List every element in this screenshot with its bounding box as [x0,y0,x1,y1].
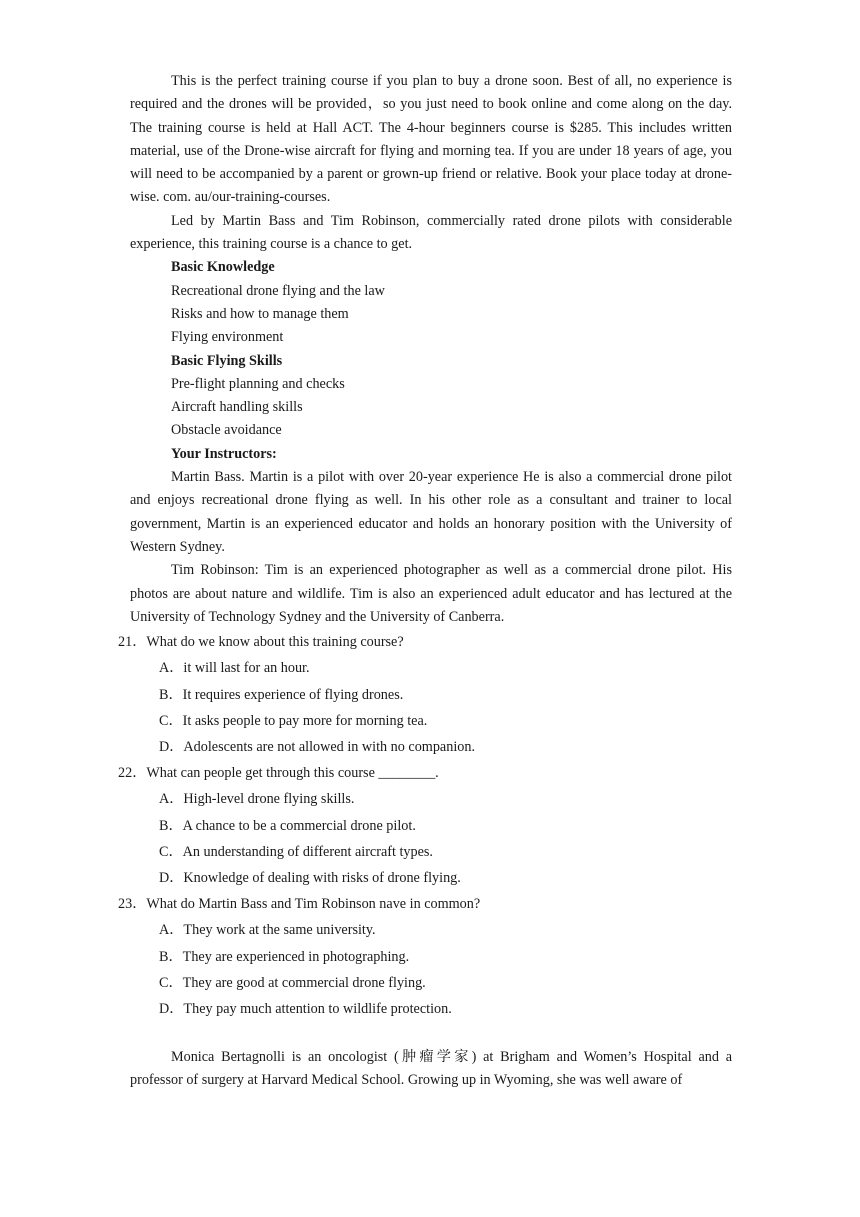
section-spacer [130,1022,732,1046]
answer-option: C．It asks people to pay more for morning tea. [159,712,428,729]
basic-skills-item: Pre-flight planning and checks [171,375,345,392]
passage-paragraph-intro: This is the perfect training course if you plan to buy a drone soon. Best of all, no experience is required and the drones will be provided，so you just need to book online and come along on the day. The training course is held at Hall ACT. The 4-hour beginners course is $285. This includes written material, use of the Drone-wise aircraft for flying and morning tea. If you are under 18 years of age, you will need to be accompanied by a parent or grown-up friend or relative. Book your place today at drone-wise. com. au/our-training-courses. [130,73,732,206]
basic-knowledge-item: Risks and how to manage them [171,305,349,322]
answer-option: B．A chance to be a commercial drone pilot. [159,817,416,834]
basic-skills-item: Aircraft handling skills [171,399,303,416]
answer-option: C．They are good at commercial drone flying. [159,974,426,991]
question-22 [118,760,732,891]
question-stem: 21．What do we know about this training course? [118,634,404,651]
answer-option: D．Adolescents are not allowed in with no companion. [159,738,475,755]
answer-option: A．it will last for an hour. [159,660,310,677]
question-stem: 22．What can people get through this course ________. [118,765,439,782]
instructor-tim-paragraph: Tim Robinson: Tim is an experienced photographer as well as a commercial drone pilot. His photos are about nature and wildlife. Tim is also an experienced adult educator and has lectured at the University of Technology Sydney and the University of Canberra. [130,562,732,625]
answer-option: C．An understanding of different aircraft types. [159,843,433,860]
basic-skills-heading: Basic Flying Skills [171,352,283,369]
answer-option: A．High-level drone flying skills. [159,791,355,808]
passage-paragraph-led-by: Led by Martin Bass and Tim Robinson, commercially rated drone pilots with considerable experience, this training course is a chance to get. [130,212,732,253]
basic-knowledge-heading: Basic Knowledge [171,259,275,276]
answer-option: B．They are experienced in photographing. [159,948,410,965]
question-stem: 23．What do Martin Bass and Tim Robinson nave in common? [118,896,481,913]
basic-knowledge-item: Flying environment [171,329,284,346]
question-21 [118,629,732,760]
answer-option: A．They work at the same university. [159,922,376,939]
next-passage-paragraph: Monica Bertagnolli is an oncologist (肿瘤学家) at Brigham and Women’s Hospital and a professor of surgery at Harvard Medical School. Growing up in Wyoming, she was well aware of [130,1049,732,1089]
basic-skills-item: Obstacle avoidance [171,422,282,439]
instructor-martin-paragraph: Martin Bass. Martin is a pilot with over 20-year experience He is also a commercial drone pilot and enjoys recreational drone flying as well. In his other role as a consultant and trainer to local government, Martin is an experienced educator and holds an honorary position with the University of Western Sydney. [130,469,732,555]
basic-knowledge-item: Recreational drone flying and the law [171,282,385,299]
answer-option: D．Knowledge of dealing with risks of drone flying. [159,869,461,886]
instructors-heading: Your Instructors: [171,445,277,462]
answer-option: B．It requires experience of flying drones. [159,686,404,703]
question-23 [118,891,732,1022]
answer-option: D．They pay much attention to wildlife protection. [159,1000,452,1017]
document-page [118,70,732,1093]
